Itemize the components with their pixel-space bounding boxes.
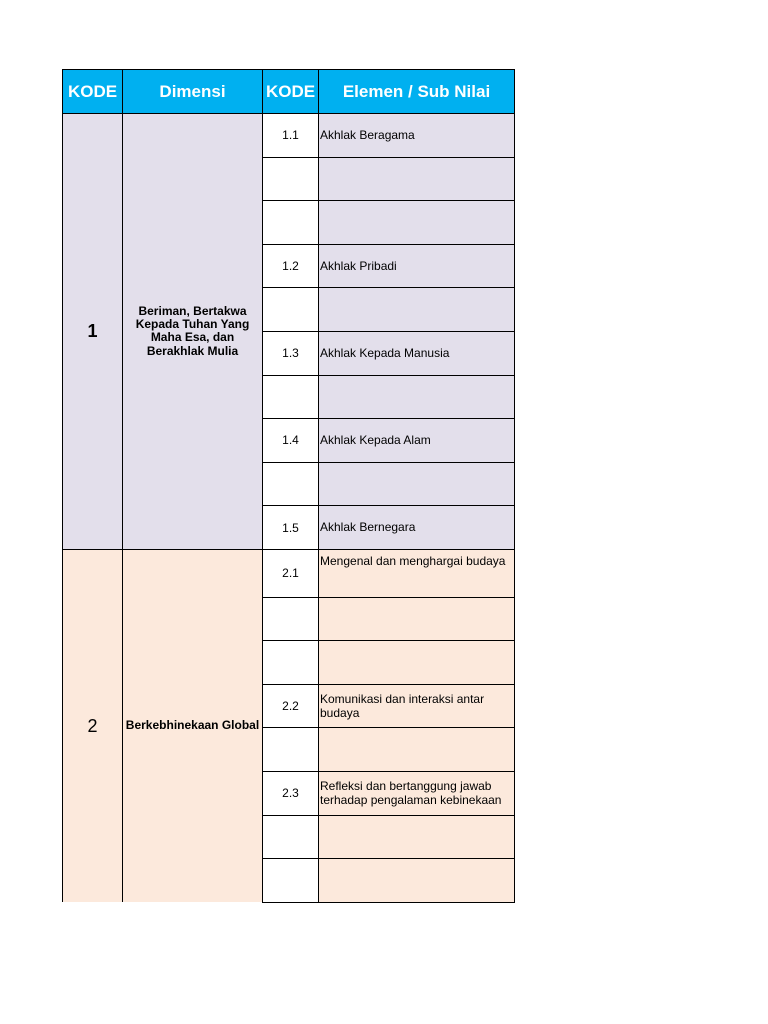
header-row [63,70,515,114]
sub-code-cell[interactable]: 1.2 [263,244,319,288]
header-dimensi[interactable]: Dimensi [123,70,263,114]
element-cell[interactable]: Akhlak Kepada Manusia [319,331,515,375]
sub-code-cell[interactable]: 1.3 [263,331,319,375]
group-code-cell[interactable]: 1 [63,114,123,550]
sub-code-cell[interactable]: 2.1 [263,549,319,597]
sub-code-cell[interactable]: 1.1 [263,114,319,158]
header-elemen[interactable]: Elemen / Sub Nilai [319,70,515,114]
element-cell[interactable] [319,462,515,506]
sub-code-cell[interactable] [263,375,319,419]
element-cell[interactable] [319,728,515,772]
dimension-table [62,69,515,903]
sub-code-cell[interactable]: 2.2 [263,684,319,728]
element-cell[interactable]: Mengenal dan menghargai budaya [319,549,515,597]
element-cell[interactable]: Akhlak Pribadi [319,244,515,288]
element-cell[interactable] [319,157,515,201]
element-cell[interactable]: Komunikasi dan interaksi antar budaya [319,684,515,728]
element-cell[interactable]: Akhlak Kepada Alam [319,419,515,463]
sub-code-cell[interactable]: 2.3 [263,771,319,815]
sub-code-cell[interactable] [263,859,319,903]
table-row [63,549,515,597]
header-kode[interactable]: KODE [63,70,123,114]
element-cell[interactable]: Refleksi dan bertanggung jawab terhadap pengalaman kebinekaan [319,771,515,815]
element-cell[interactable] [319,859,515,903]
sub-code-cell[interactable]: 1.4 [263,419,319,463]
sub-code-cell[interactable] [263,462,319,506]
element-cell[interactable]: Akhlak Bernegara [319,506,515,550]
dimension-cell[interactable]: Beriman, Bertakwa Kepada Tuhan Yang Maha Esa, dan Berakhlak Mulia [123,114,263,550]
sub-code-cell[interactable] [263,597,319,641]
spreadsheet-sheet [62,69,514,903]
element-cell[interactable] [319,201,515,245]
sub-code-cell[interactable] [263,728,319,772]
sub-code-cell[interactable] [263,815,319,859]
sub-code-cell[interactable] [263,288,319,332]
table-row [63,114,515,158]
element-cell[interactable] [319,641,515,685]
header-kode-sub[interactable]: KODE [263,70,319,114]
dimension-cell[interactable]: Berkebhinekaan Global [123,549,263,902]
element-cell[interactable] [319,815,515,859]
element-cell[interactable] [319,288,515,332]
sub-code-cell[interactable] [263,201,319,245]
element-cell[interactable] [319,597,515,641]
element-cell[interactable]: Akhlak Beragama [319,114,515,158]
sub-code-cell[interactable] [263,157,319,201]
group-1 [63,114,515,550]
sub-code-cell[interactable]: 1.5 [263,506,319,550]
element-cell[interactable] [319,375,515,419]
group-code-cell[interactable]: 2 [63,549,123,902]
group-2 [63,549,515,902]
sub-code-cell[interactable] [263,641,319,685]
